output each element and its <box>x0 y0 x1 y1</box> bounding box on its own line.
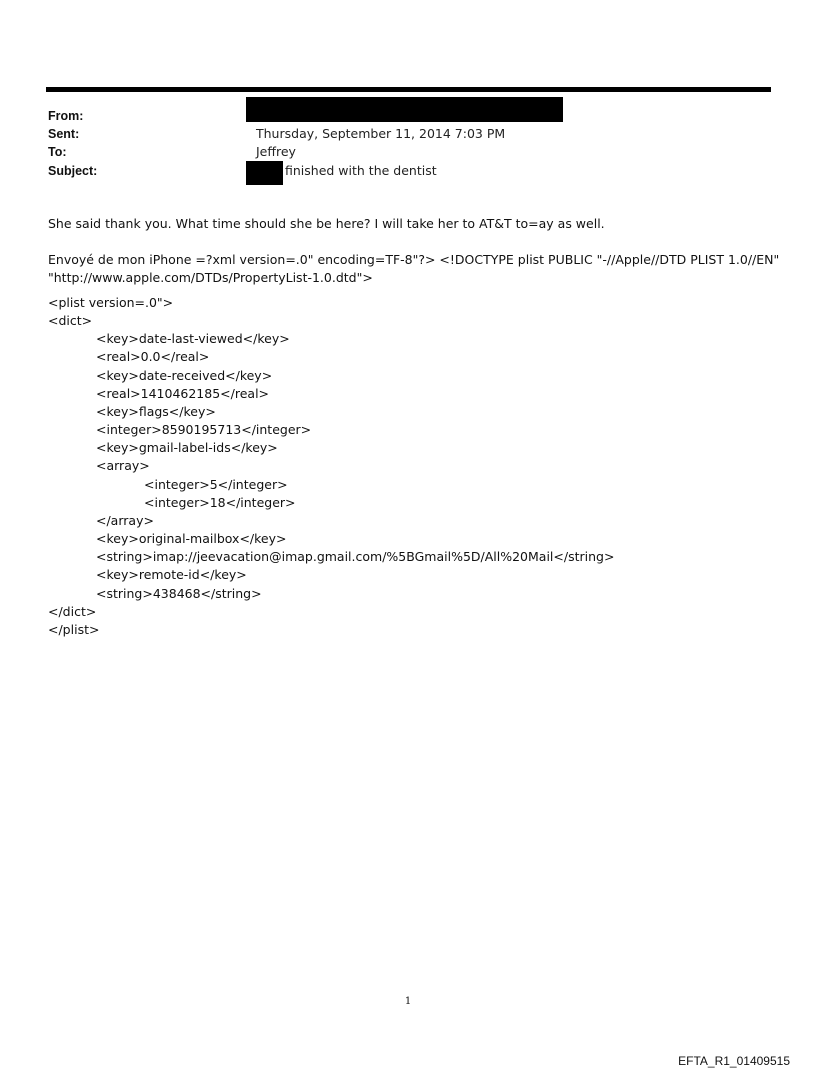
message-line: She said thank you. What time should she be here? I will take her to AT&T to=ay as well. <box>48 216 605 231</box>
to-value: Jeffrey <box>256 144 296 159</box>
xml-line: </array> <box>96 512 154 528</box>
xml-line: <key>flags</key> <box>96 403 216 419</box>
xml-line: <key>original-mailbox</key> <box>96 531 287 547</box>
xml-line: </dict> <box>48 603 97 619</box>
from-redaction <box>246 97 563 122</box>
sent-value: Thursday, September 11, 2014 7:03 PM <box>256 126 506 141</box>
subject-redaction <box>246 161 283 185</box>
xml-line: <string>imap://jeevacation@imap.gmail.com/%5BGmail%5D/All%20Mail</string> <box>96 549 615 565</box>
xml-line: <key>gmail-label-ids</key> <box>96 440 278 456</box>
xml-line: </plist> <box>48 621 100 637</box>
sent-label: Sent: <box>48 127 80 141</box>
xml-line: <key>date-received</key> <box>96 367 273 383</box>
xml-line: <string>438468</string> <box>96 585 262 601</box>
xml-line: <real>0.0</real> <box>96 349 210 365</box>
xml-line: <integer>18</integer> <box>144 494 296 510</box>
subject-label: Subject: <box>48 164 98 178</box>
subject-value: finished with the dentist <box>285 163 437 178</box>
xml-line: <integer>8590195713</integer> <box>96 422 312 438</box>
signature-line: Envoyé de mon iPhone =?xml version=.0" encoding=TF-8"?> <!DOCTYPE plist PUBLIC "-//Apple//DTD PLIST 1.0//EN" <box>48 252 780 267</box>
xml-line: <key>date-last-viewed</key> <box>96 331 290 347</box>
plist-xml-block <box>48 294 614 639</box>
xml-line: <dict> <box>48 313 93 329</box>
xml-line: <plist version=.0"> <box>48 295 174 310</box>
xml-line: <key>remote-id</key> <box>96 567 247 583</box>
xml-line: <integer>5</integer> <box>144 476 288 492</box>
xml-line: <real>1410462185</real> <box>96 385 270 401</box>
to-label: To: <box>48 145 67 159</box>
doctype-line: "http://www.apple.com/DTDs/PropertyList-1.0.dtd"> <box>48 270 373 285</box>
from-label: From: <box>48 109 84 123</box>
xml-line: <array> <box>96 458 150 474</box>
header-rule <box>46 87 771 92</box>
document-id: EFTA_R1_01409515 <box>678 1054 790 1068</box>
page-number: 1 <box>404 996 412 1007</box>
